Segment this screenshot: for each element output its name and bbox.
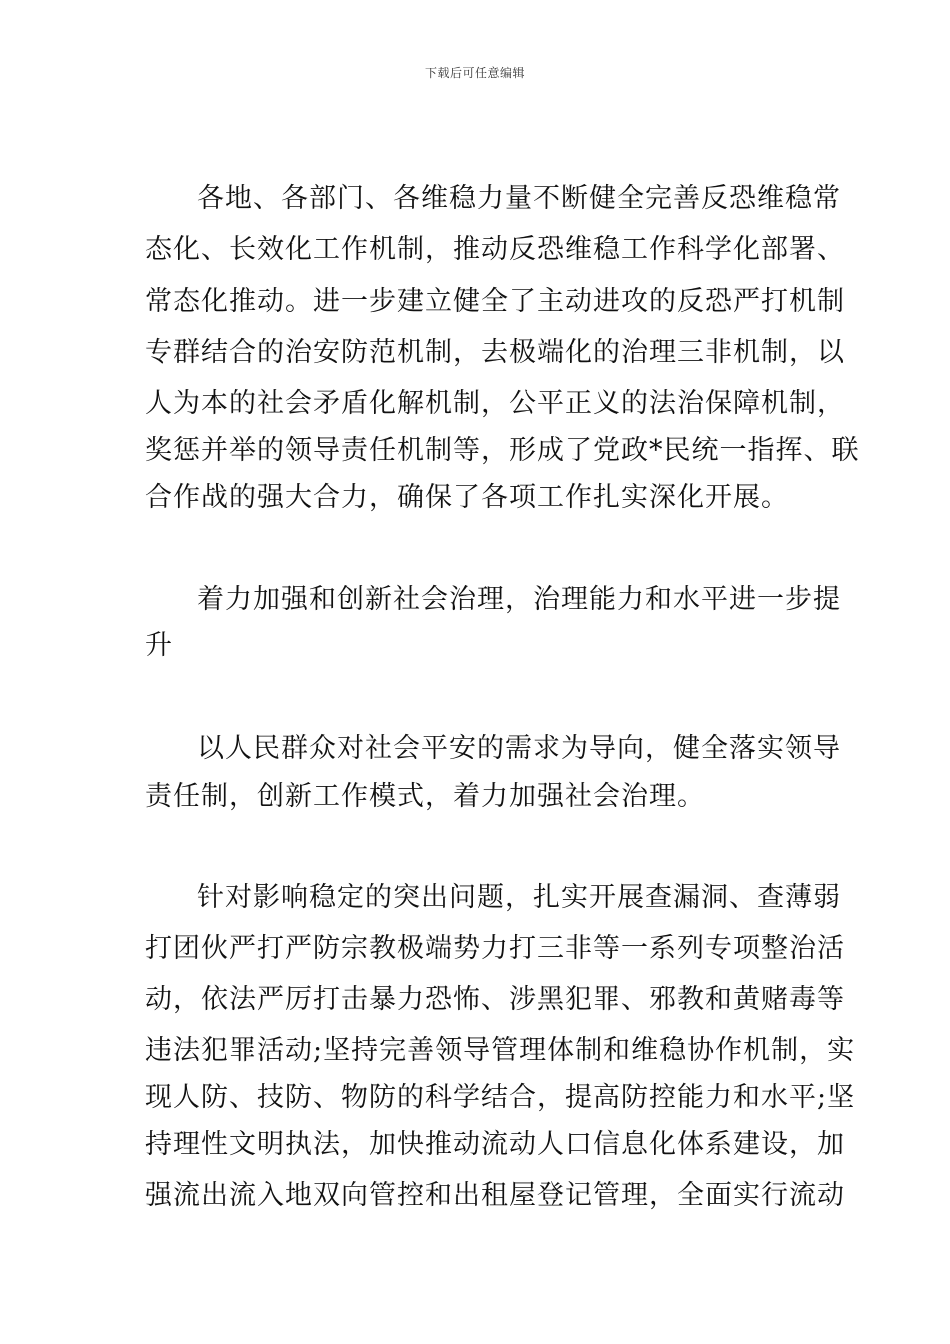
paragraph-1-line-3: 常态化推动。进一步建立健全了主动进攻的反恐严打机制 xyxy=(145,286,845,317)
paragraph-2-line-1: 着力加强和创新社会治理，治理能力和水平进一步提 xyxy=(197,584,841,615)
paragraph-1-line-5: 人为本的社会矛盾化解机制，公平正义的法治保障机制， xyxy=(145,388,845,419)
paragraph-4-line-1: 针对影响稳定的突出问题，扎实开展查漏洞、查薄弱 xyxy=(197,882,841,913)
header-note: 下载后可任意编辑 xyxy=(424,66,525,80)
paragraph-4-line-6: 持理性文明执法，加快推动流动人口信息化体系建设，加 xyxy=(145,1129,845,1160)
paragraph-1-line-1: 各地、各部门、各维稳力量不断健全完善反恐维稳常 xyxy=(197,183,841,214)
paragraph-1-line-6: 奖惩并举的领导责任机制等，形成了党政*民统一指挥、联 xyxy=(145,435,860,466)
paragraph-4-line-7: 强流出流入地双向管控和出租屋登记管理，全面实行流动 xyxy=(145,1180,845,1211)
paragraph-4-line-4: 违法犯罪活动;坚持完善领导管理体制和维稳协作机制，实 xyxy=(145,1035,856,1066)
paragraph-1-line-7: 合作战的强大合力，确保了各项工作扎实深化开展。 xyxy=(145,482,789,513)
paragraph-1-line-4: 专群结合的治安防范机制，去极端化的治理三非机制，以 xyxy=(145,337,845,368)
paragraph-2-line-2: 升 xyxy=(145,630,173,661)
paragraph-4-line-2: 打团伙严打严防宗教极端势力打三非等一系列专项整治活 xyxy=(145,933,845,964)
paragraph-3-line-2: 责任制，创新工作模式，着力加强社会治理。 xyxy=(145,781,705,812)
paragraph-1-line-2: 态化、长效化工作机制，推动反恐维稳工作科学化部署、 xyxy=(145,234,845,265)
paragraph-3-line-1: 以人民群众对社会平安的需求为导向，健全落实领导 xyxy=(197,733,841,764)
paragraph-4-line-5: 现人防、技防、物防的科学结合，提高防控能力和水平;坚 xyxy=(145,1082,856,1113)
paragraph-4-line-3: 动，依法严厉打击暴力恐怖、涉黑犯罪、邪教和黄赌毒等 xyxy=(145,984,845,1015)
